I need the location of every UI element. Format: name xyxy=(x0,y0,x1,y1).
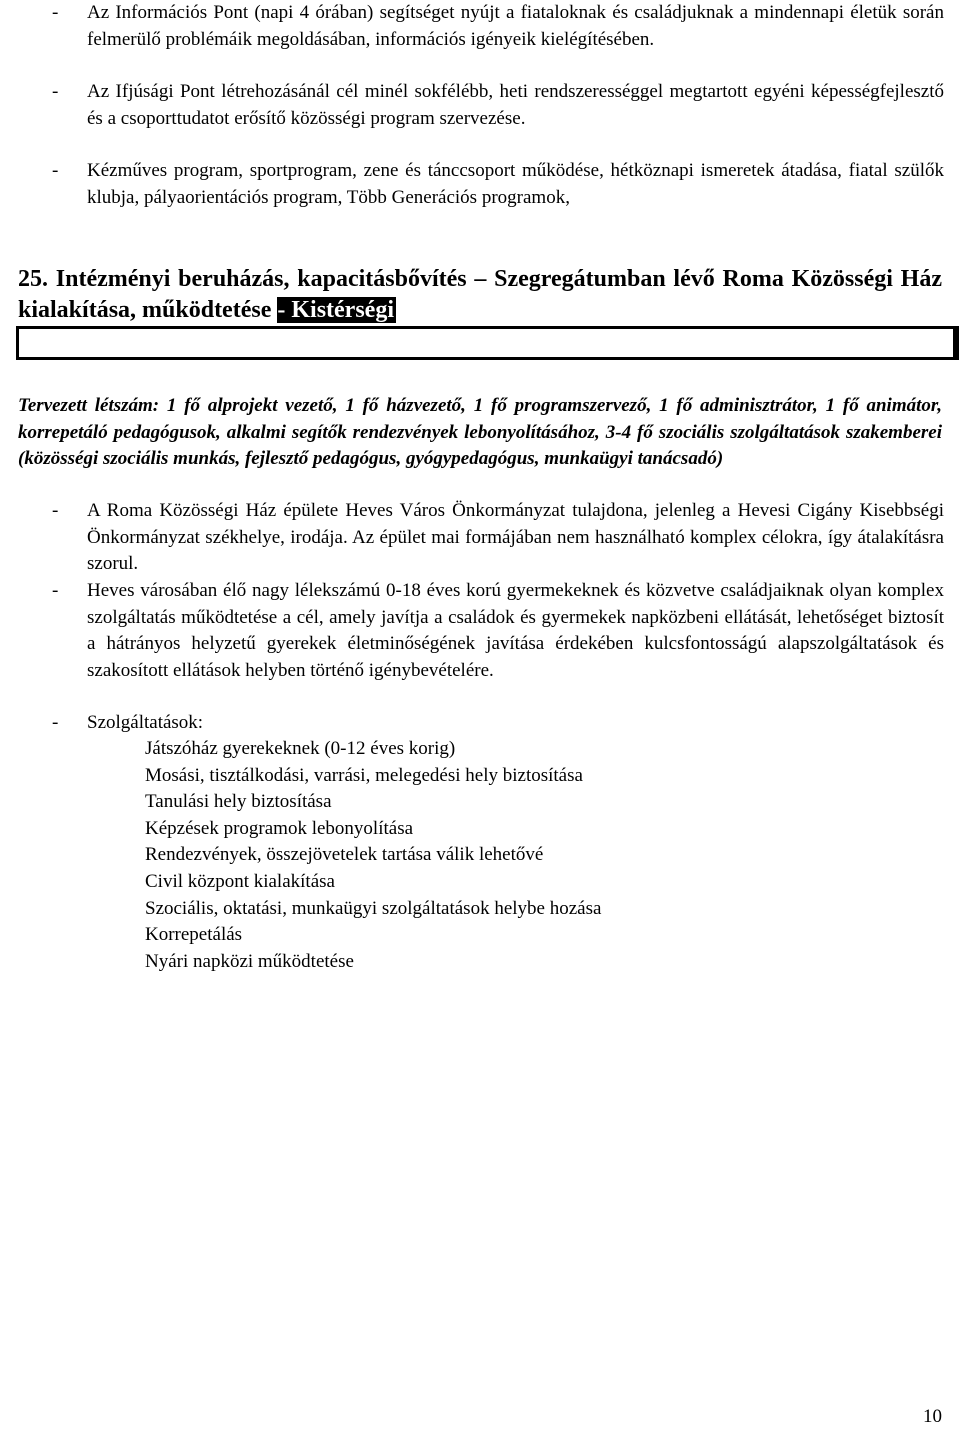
heading-main: 25. Intézményi beruházás, kapacitásbővítés – Szegregátumban lévő Roma Közösségi Ház kialakítása, működtetése xyxy=(18,266,942,323)
section-heading xyxy=(18,264,942,326)
service-item: Mosási, tisztálkodási, varrási, melegedési hely biztosítása xyxy=(145,764,583,786)
bullet-text: Heves városában élő nagy lélekszámú 0-18 éves korú gyermekeknek és közvetve családjaiknak olyan komplex szolgáltatás működtetése a cél, amely javítja a családok és gyermekek napközbeni ellátását, lehetőséget biztosít a hátrányos helyzetű gyerekek életminőségének javítása érdekében kulcsfontosságú alapszolgáltatások és szakosított ellátások helyben történő igénybevételére. xyxy=(87,580,944,681)
bullet-dash: - xyxy=(52,160,59,181)
bordered-bar xyxy=(16,326,959,360)
bullet-text: Az Ifjúsági Pont létrehozásánál cél minél sokfélébb, heti rendszerességgel megtartott egyéni képességfejlesztő és a csoporttudatot erősítő közösségi program szervezése. xyxy=(87,81,944,129)
service-item: Korrepetálás xyxy=(145,924,243,946)
bullet-dash: - xyxy=(52,2,59,23)
bullet-text: A Roma Közösségi Ház épülete Heves Város Önkormányzat tulajdona, jelenleg a Hevesi Cigány Kisebbségi Önkormányzat székhelye, irodája. Az épület mai formájában nem használható komplex célokra, így átalakításra szorul. xyxy=(87,500,944,574)
service-item: Szociális, oktatási, munkaügyi szolgáltatások helybe hozása xyxy=(145,897,602,919)
bullet-building xyxy=(52,498,944,578)
staff-paragraph: Tervezett létszám: 1 fő alprojekt vezető, 1 fő házvezető, 1 fő programszervező, 1 fő adminisztrátor, 1 fő animátor, korrepetáló pedagógusok, alkalmi segítők rendezvények lebonyolításához, 3-4 fő szociális szolgáltatások szakemberei (közösségi szociális munkás, fejlesztő pedagógus, gyógypedagógus, munkaügyi tanácsadó) xyxy=(18,395,942,469)
service-item: Játszóház gyerekeknek (0-12 éves korig) xyxy=(145,738,456,759)
service-item: Nyári napközi működtetése xyxy=(145,950,354,972)
service-item: Rendezvények, összejövetelek tartása válik lehetővé xyxy=(145,844,544,866)
bullet-text: Kézműves program, sportprogram, zene és tánccsoport működése, hétköznapi ismeretek átadása, fiatal szülők klubja, pályaorientációs program, Több Generációs programok, xyxy=(87,160,944,208)
service-item: Tanulási hely biztosítása xyxy=(145,791,332,813)
bullet-goal xyxy=(52,578,944,684)
bullet-dash: - xyxy=(52,712,59,733)
bullet-services-label xyxy=(52,710,944,737)
heading-highlight: - Kistérségi xyxy=(277,297,394,323)
bullet-programs xyxy=(52,158,944,211)
service-item: Képzések programok lebonyolítása xyxy=(145,817,414,839)
bullet-dash: - xyxy=(52,500,59,521)
bullet-youth-point xyxy=(52,79,944,132)
bullet-text: Szolgáltatások: xyxy=(87,712,204,733)
service-item: Civil központ kialakítása xyxy=(145,870,335,892)
bullet-dash: - xyxy=(52,81,59,102)
bullet-dash: - xyxy=(52,580,59,601)
bullet-info-point xyxy=(52,0,944,53)
bullet-text: Az Információs Pont (napi 4 órában) segítséget nyújt a fiataloknak és családjuknak a mindennapi életük során felmerülő problémáik megoldásában, információs igényeik kielégítésében. xyxy=(87,2,944,50)
services-list xyxy=(145,736,601,975)
page-number: 10 xyxy=(923,1406,942,1427)
